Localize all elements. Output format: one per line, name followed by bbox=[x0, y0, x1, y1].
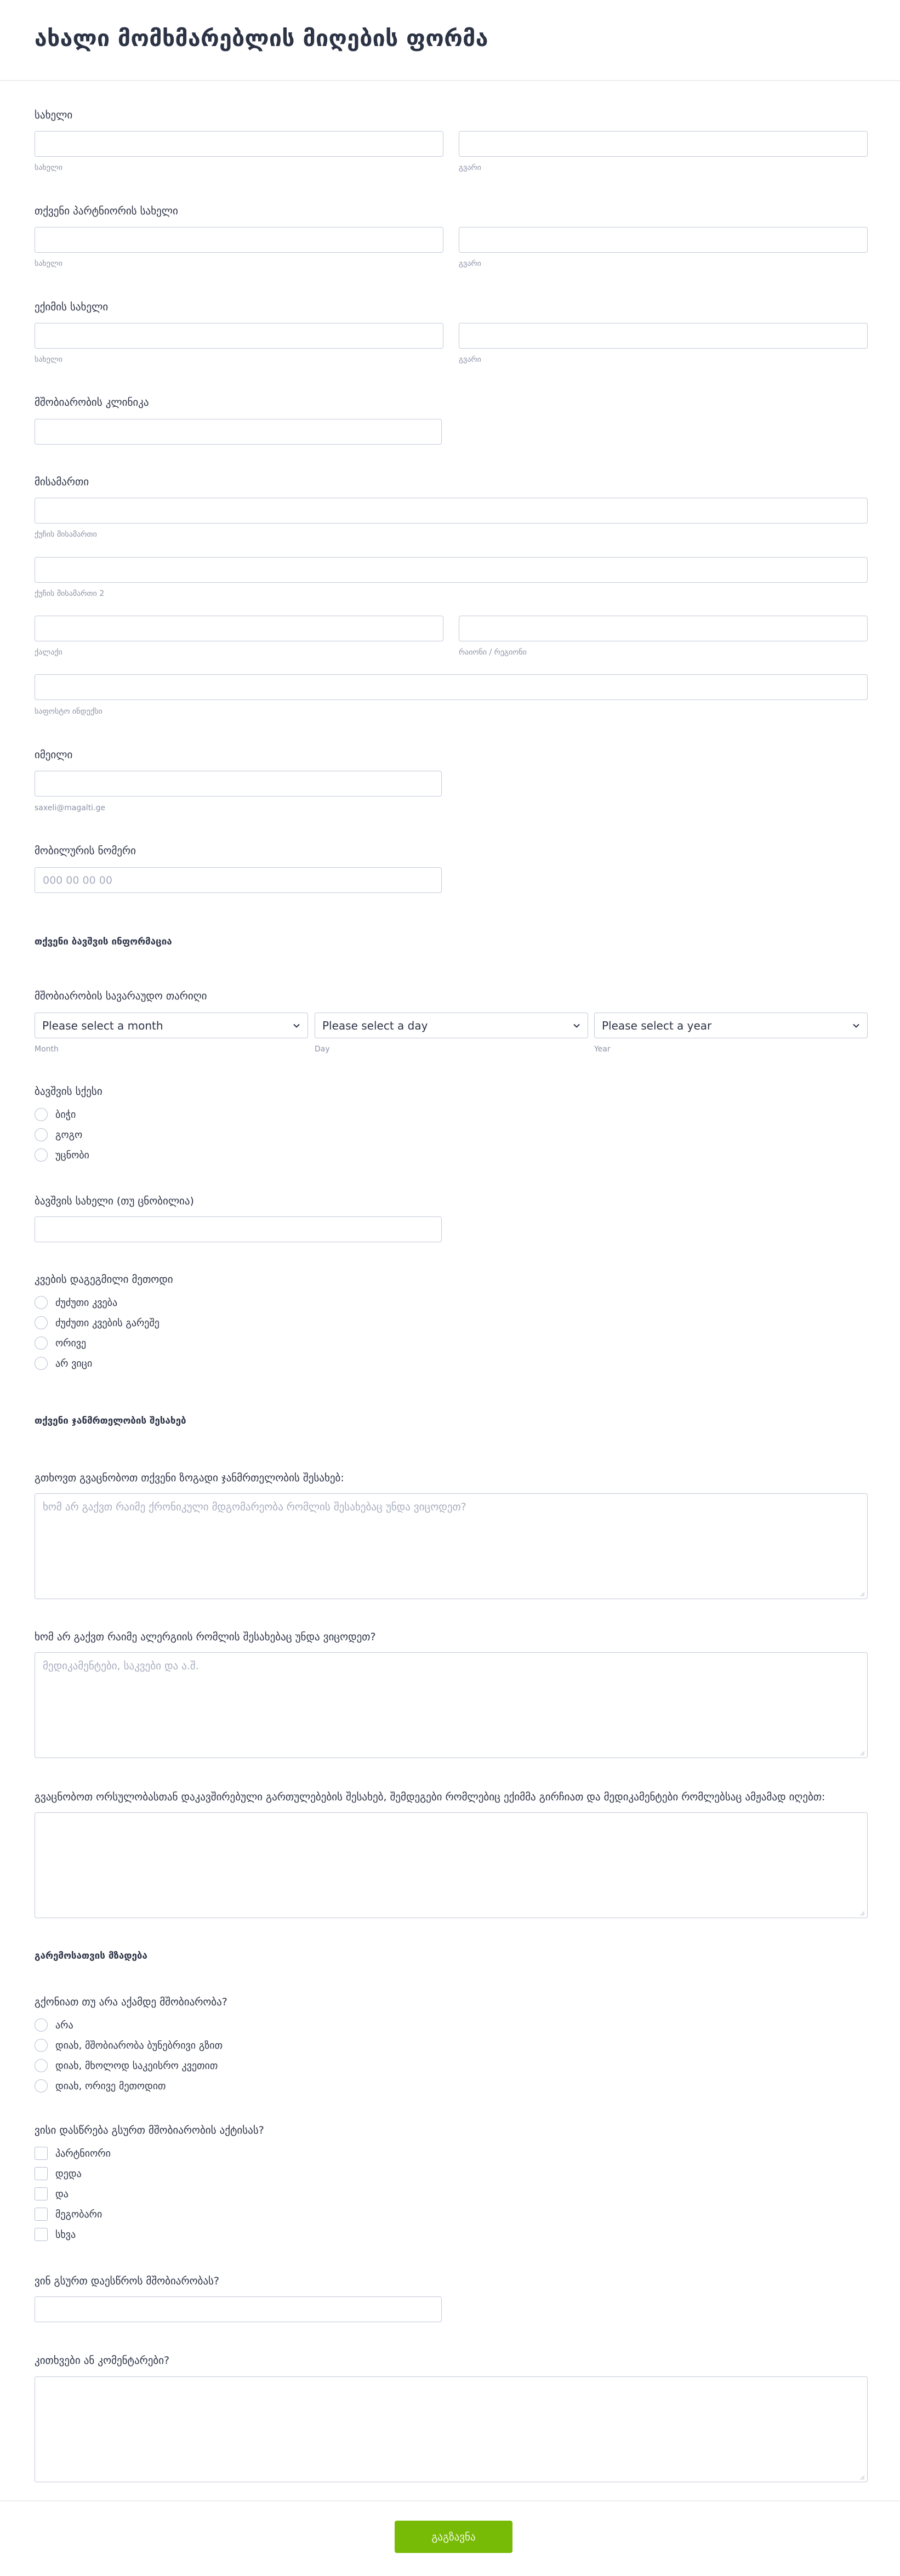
first-name-input[interactable] bbox=[35, 131, 443, 157]
radio-button[interactable] bbox=[35, 1148, 48, 1162]
radio-button[interactable] bbox=[35, 2079, 48, 2092]
street-address-sublabel: ქუჩის მისამართი bbox=[35, 530, 97, 539]
first-name-sublabel: სახელი bbox=[35, 163, 62, 172]
baby-section-title: თქვენი ბავშვის ინფორმაცია bbox=[35, 936, 172, 947]
attendees-option[interactable] bbox=[35, 2207, 102, 2222]
chevron-down-icon bbox=[852, 1022, 860, 1030]
chevron-down-icon bbox=[293, 1022, 300, 1030]
due-year-sublabel: Year bbox=[594, 1045, 611, 1054]
checkbox[interactable] bbox=[35, 2147, 48, 2160]
checkbox[interactable] bbox=[35, 2228, 48, 2241]
prep-section-title: გარემოსათვის მზადება bbox=[35, 1951, 147, 1961]
gender-option[interactable] bbox=[35, 1127, 82, 1142]
prior-births-label: გქონიათ თუ არა აქამდე მშობიარობა? bbox=[35, 1996, 227, 2008]
checkbox[interactable] bbox=[35, 2167, 48, 2180]
region-input[interactable] bbox=[459, 616, 868, 641]
partner-last-name-input[interactable] bbox=[459, 227, 868, 253]
email-sublabel: saxeli@magalti.ge bbox=[35, 804, 106, 812]
prior-births-option[interactable] bbox=[35, 2038, 223, 2053]
zip-sublabel: საფოსტო ინდექსი bbox=[35, 707, 102, 716]
region-sublabel: რაიონი / რეგიონი bbox=[459, 648, 527, 657]
submit-button[interactable]: გაგზავნა bbox=[395, 2521, 512, 2553]
due-year-value: Please select a year bbox=[602, 1019, 712, 1032]
partner-last-name-sublabel: გვარი bbox=[459, 259, 481, 268]
due-date-label: მშობიარობის სავარაუდო თარიღი bbox=[35, 990, 207, 1002]
attendees-option-label: დედა bbox=[55, 2168, 82, 2180]
due-month-value: Please select a month bbox=[42, 1019, 163, 1032]
due-month-sublabel: Month bbox=[35, 1045, 59, 1054]
attendees-option[interactable] bbox=[35, 2186, 69, 2202]
radio-button[interactable] bbox=[35, 2039, 48, 2052]
feeding-option-label: ძუძუთი კვება bbox=[55, 1296, 118, 1309]
feeding-option[interactable] bbox=[35, 1315, 160, 1330]
due-month-select[interactable] bbox=[35, 1013, 308, 1038]
prior-births-option[interactable] bbox=[35, 2058, 218, 2073]
attendees-option-label: პარტნიორი bbox=[55, 2147, 111, 2159]
prior-births-option[interactable] bbox=[35, 2017, 73, 2033]
doctor-last-name-sublabel: გვარი bbox=[459, 355, 481, 364]
zip-input[interactable] bbox=[35, 674, 868, 700]
baby-name-label: ბავშვის სახელი (თუ ცნობილია) bbox=[35, 1195, 194, 1207]
radio-button[interactable] bbox=[35, 1316, 48, 1329]
address-label: მისამართი bbox=[35, 476, 89, 488]
radio-button[interactable] bbox=[35, 1357, 48, 1370]
doctor-name-label: ექიმის სახელი bbox=[35, 301, 109, 313]
partner-first-name-input[interactable] bbox=[35, 227, 443, 253]
radio-button[interactable] bbox=[35, 1128, 48, 1141]
feeding-option-label: არ ვიცი bbox=[55, 1357, 93, 1369]
comments-textarea[interactable] bbox=[35, 2376, 868, 2482]
pregnancy-complications-label: გვაცნობოთ ორსულობასთან დაკავშირებული გართულებების შესახებ, შემდეგები რომლებიც ექიმმა გირჩიათ და მედიკამენტები რომლებსაც ამჟამად იღებთ: bbox=[35, 1791, 825, 1803]
due-year-select[interactable] bbox=[594, 1013, 868, 1038]
radio-button[interactable] bbox=[35, 1337, 48, 1350]
prior-births-option-label: არა bbox=[55, 2019, 73, 2031]
last-name-sublabel: გვარი bbox=[459, 163, 481, 172]
clinic-input[interactable] bbox=[35, 419, 442, 445]
resize-grip-icon[interactable] bbox=[858, 1590, 865, 1597]
radio-button[interactable] bbox=[35, 2059, 48, 2072]
prior-births-option-label: დიახ, მხოლოდ საკეისრო კვეთით bbox=[55, 2060, 218, 2072]
last-name-input[interactable] bbox=[459, 131, 868, 157]
allergies-placeholder: მედიკამენტები, საკვები და ა.შ. bbox=[43, 1660, 199, 1672]
due-day-sublabel: Day bbox=[315, 1045, 330, 1054]
feeding-option[interactable] bbox=[35, 1335, 86, 1351]
city-sublabel: ქალაქი bbox=[35, 648, 62, 657]
prior-births-option-label: დიახ, მშობიარობა ბუნებრივი გზით bbox=[55, 2039, 223, 2051]
doctor-first-name-sublabel: სახელი bbox=[35, 355, 62, 364]
form-header bbox=[0, 0, 900, 81]
name-label: სახელი bbox=[35, 109, 73, 121]
doctor-first-name-input[interactable] bbox=[35, 323, 443, 349]
gender-option-label: უცნობი bbox=[55, 1149, 89, 1161]
allergies-textarea[interactable] bbox=[35, 1652, 868, 1758]
attendees-option-label: სხვა bbox=[55, 2228, 76, 2241]
feeding-option[interactable] bbox=[35, 1356, 92, 1371]
partner-first-name-sublabel: სახელი bbox=[35, 259, 62, 268]
city-input[interactable] bbox=[35, 616, 443, 641]
pregnancy-complications-textarea[interactable] bbox=[35, 1812, 868, 1918]
resize-grip-icon[interactable] bbox=[858, 1749, 865, 1756]
gender-option[interactable] bbox=[35, 1107, 76, 1122]
allergies-label: ხომ არ გაქვთ რაიმე ალერგიის რომლის შესახებაც უნდა ვიცოდეთ? bbox=[35, 1631, 376, 1643]
doctor-last-name-input[interactable] bbox=[459, 323, 868, 349]
radio-button[interactable] bbox=[35, 1108, 48, 1121]
partner-name-label: თქვენი პარტნიორის სახელი bbox=[35, 205, 178, 217]
resize-grip-icon[interactable] bbox=[858, 2473, 865, 2480]
checkbox[interactable] bbox=[35, 2208, 48, 2221]
resize-grip-icon[interactable] bbox=[858, 1909, 865, 1916]
feeding-option-label: ორივე bbox=[55, 1337, 87, 1349]
general-health-textarea[interactable] bbox=[35, 1493, 868, 1599]
gender-label: ბავშვის სქესი bbox=[35, 1085, 102, 1097]
phone-input[interactable] bbox=[35, 867, 442, 893]
baby-name-input[interactable] bbox=[35, 1216, 442, 1242]
feeding-label: კვების დაგეგმილი მეთოდი bbox=[35, 1273, 173, 1286]
phone-label: მობილურის ნომერი bbox=[35, 845, 136, 857]
chevron-down-icon bbox=[573, 1022, 580, 1030]
attendees-option-label: მეგობარი bbox=[55, 2208, 102, 2220]
gender-option-label: გოგო bbox=[55, 1129, 83, 1141]
prior-births-option-label: დიახ, ორივე მეთოდით bbox=[55, 2080, 166, 2092]
due-day-value: Please select a day bbox=[322, 1019, 428, 1032]
comments-label: კითხვები ან კომენტარები? bbox=[35, 2355, 170, 2367]
who-attend-input[interactable] bbox=[35, 2296, 442, 2322]
checkbox[interactable] bbox=[35, 2187, 48, 2200]
gender-option-label: ბიჭი bbox=[55, 1108, 76, 1121]
general-health-label: გთხოვთ გვაცნობოთ თქვენი ზოგადი ჯანმრთელობის შესახებ: bbox=[35, 1472, 344, 1484]
street-address-input[interactable] bbox=[35, 498, 868, 524]
attendees-option-label: და bbox=[55, 2188, 69, 2200]
attendees-label: ვისი დასწრება გსურთ მშობიარობის აქტისას? bbox=[35, 2124, 264, 2136]
radio-button[interactable] bbox=[35, 1296, 48, 1309]
attendees-option[interactable] bbox=[35, 2166, 82, 2181]
clinic-label: მშობიარობის კლინიკა bbox=[35, 396, 149, 408]
email-input[interactable] bbox=[35, 771, 442, 797]
feeding-option-label: ძუძუთი კვების გარეშე bbox=[55, 1317, 160, 1329]
phone-placeholder: 000 00 00 00 bbox=[43, 874, 112, 886]
gender-option[interactable] bbox=[35, 1147, 89, 1163]
street-address-2-input[interactable] bbox=[35, 557, 868, 583]
general-health-placeholder: ხომ არ გაქვთ რაიმე ქრონიკული მდგომარეობა რომლის შესახებაც უნდა ვიცოდეთ? bbox=[43, 1501, 466, 1513]
health-section-title: თქვენი ჯანმრთელობის შესახებ bbox=[35, 1415, 186, 1426]
radio-button[interactable] bbox=[35, 2018, 48, 2032]
attendees-option[interactable] bbox=[35, 2146, 111, 2161]
form-title: ახალი მომხმარებლის მიღების ფორმა bbox=[35, 25, 488, 52]
prior-births-option[interactable] bbox=[35, 2078, 166, 2094]
feeding-option[interactable] bbox=[35, 1295, 117, 1310]
due-day-select[interactable] bbox=[315, 1013, 588, 1038]
attendees-option[interactable] bbox=[35, 2227, 76, 2242]
street-address-2-sublabel: ქუჩის მისამართი 2 bbox=[35, 589, 105, 598]
email-label: იმეილი bbox=[35, 749, 73, 761]
who-attend-label: ვინ გსურთ დაესწროს მშობიარობას? bbox=[35, 2275, 219, 2287]
